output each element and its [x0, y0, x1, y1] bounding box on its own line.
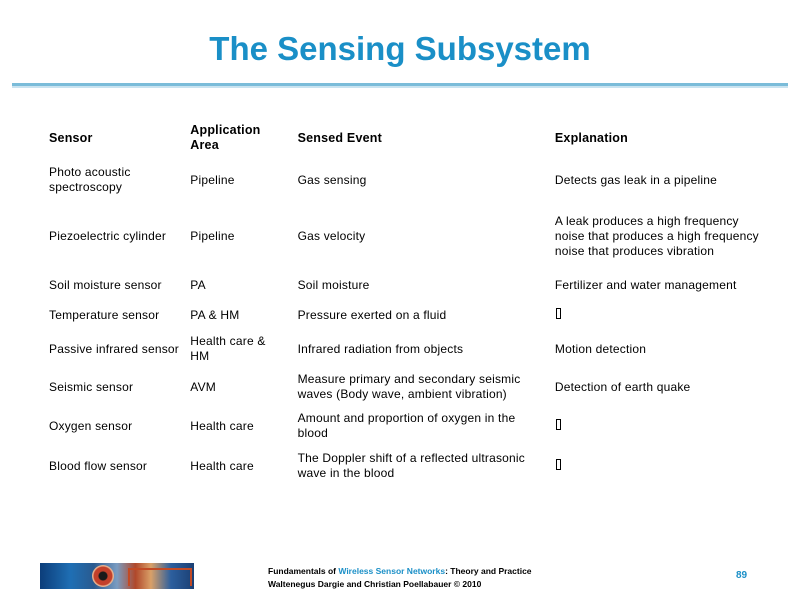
cell-sensed-event: Pressure exerted on a fluid [297, 307, 447, 322]
title-divider [12, 83, 788, 86]
cell-application-area: Health care & HM [190, 334, 266, 363]
cell-sensed-event: Measure primary and secondary seismic waves (Body wave, ambient vibration) [297, 372, 521, 401]
cell-explanation [550, 406, 764, 446]
cell-sensor: Soil moisture sensor [49, 277, 162, 292]
cell-sensed-event: Infrared radiation from objects [297, 341, 464, 356]
table-row [44, 300, 764, 330]
placeholder-box-icon [556, 419, 561, 430]
footer-line-2: Waltenegus Dargie and Christian Poellabauer © 2010 [268, 579, 482, 589]
cell-sensor: Seismic sensor [49, 379, 134, 394]
cell-application-area: PA [190, 277, 206, 292]
cell-explanation: Motion detection [554, 341, 647, 356]
cell-application-area: Pipeline [190, 228, 235, 243]
table-row [44, 330, 764, 368]
footer-suffix: : Theory and Practice [445, 566, 532, 576]
cell-sensor: Piezoelectric cylinder [49, 228, 167, 243]
table-row [44, 202, 764, 270]
table-row [44, 446, 764, 486]
slide-title: The Sensing Subsystem [209, 30, 591, 67]
cell-explanation [550, 300, 764, 330]
cell-sensed-event: Amount and proportion of oxygen in the blood [297, 411, 516, 440]
table-row [44, 270, 764, 300]
table-header-row [44, 118, 764, 158]
cell-sensor: Temperature sensor [49, 307, 160, 322]
page-number: 89 [736, 570, 748, 581]
cell-explanation: Detection of earth quake [554, 379, 691, 394]
cell-application-area: PA & HM [190, 307, 240, 322]
cell-explanation: Detects gas leak in a pipeline [554, 172, 717, 187]
cell-explanation: A leak produces a high frequency noise that produces a high frequency noise that produces vibration [554, 213, 759, 258]
footer-banner-image [40, 563, 194, 589]
cell-application-area: Pipeline [190, 172, 235, 187]
placeholder-box-icon [556, 459, 561, 470]
cell-sensed-event: Gas sensing [297, 172, 367, 187]
eye-image [92, 565, 114, 587]
footer-book-title: Wireless Sensor Networks [338, 566, 446, 576]
cell-sensor: Photo acoustic spectroscopy [49, 165, 131, 194]
sensor-table [44, 118, 764, 486]
cell-sensor: Blood flow sensor [49, 458, 148, 473]
table-row [44, 406, 764, 446]
header-application-area: Application Area [190, 123, 261, 152]
table-row [44, 158, 764, 202]
footer-line-1 [268, 565, 532, 578]
cell-explanation [550, 446, 764, 486]
cell-sensor: Passive infrared sensor [49, 341, 179, 356]
cell-application-area: Health care [190, 418, 254, 433]
header-explanation: Explanation [554, 130, 628, 145]
placeholder-box-icon [556, 308, 561, 319]
cell-explanation: Fertilizer and water management [554, 277, 737, 292]
bridge-image [128, 568, 192, 586]
header-sensed-event: Sensed Event [297, 130, 382, 145]
cell-sensed-event: Soil moisture [297, 277, 370, 292]
table-body [44, 158, 764, 486]
footer-citation [268, 565, 532, 591]
header-sensor: Sensor [49, 130, 93, 145]
footer-prefix: Fundamentals of [268, 566, 339, 576]
cell-sensed-event: Gas velocity [297, 228, 366, 243]
cell-sensor: Oxygen sensor [49, 418, 133, 433]
cell-sensed-event: The Doppler shift of a reflected ultrasonic wave in the blood [297, 451, 525, 480]
cell-application-area: AVM [190, 379, 216, 394]
table-row [44, 368, 764, 406]
cell-application-area: Health care [190, 458, 254, 473]
